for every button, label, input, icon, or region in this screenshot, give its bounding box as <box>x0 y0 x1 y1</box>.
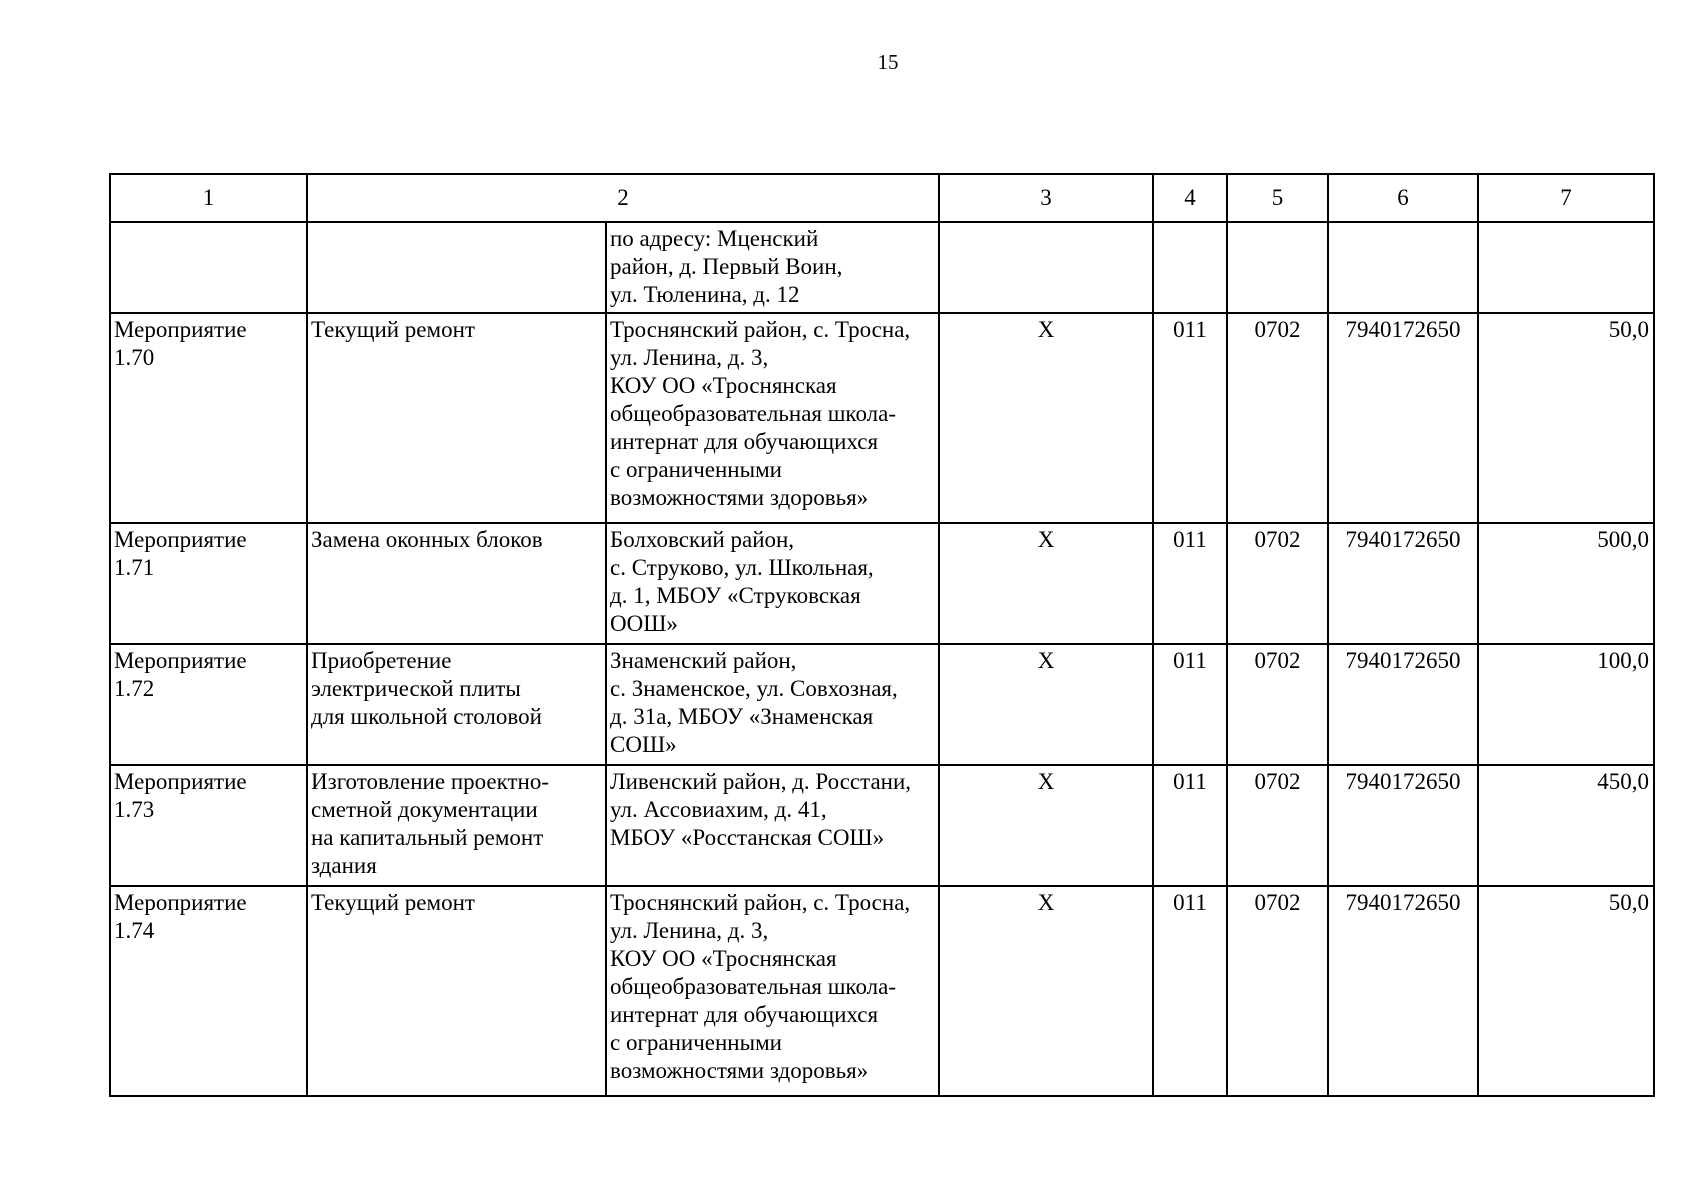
address-cell-line: с. Знаменское, ул. Совхозная, <box>610 676 898 701</box>
page-number: 15 <box>877 50 899 74</box>
measure-cell-line: 1.71 <box>114 555 155 580</box>
address-cell-line: Троснянский район, с. Тросна, <box>610 890 911 915</box>
code2-cell: 0702 <box>1227 886 1328 1096</box>
measure-cell-line: 1.73 <box>114 797 155 822</box>
work-cell-line: Изготовление проектно- <box>311 769 550 794</box>
measure-cell-line: Мероприятие <box>114 769 247 794</box>
column-number-row <box>110 174 1654 222</box>
address-cell-line: КОУ ОО «Троснянская <box>610 946 837 971</box>
measure-cell <box>110 886 307 1096</box>
header-cell-col6: 6 <box>1328 174 1478 222</box>
mark-cell: Х <box>939 886 1153 1096</box>
address-cell-line: ул. Ассовиахим, д. 41, <box>610 797 827 822</box>
code3-cell: 7940172650 <box>1328 765 1478 886</box>
work-cell-line: для школьной столовой <box>311 704 542 729</box>
mark-cell: Х <box>939 765 1153 886</box>
measure-cell-line: 1.70 <box>114 345 155 370</box>
amount-cell: 500,0 <box>1478 523 1654 644</box>
measures-table <box>109 173 1655 1097</box>
measure-cell-line: 1.72 <box>114 676 155 701</box>
address-cell-line: общеобразовательная школа- <box>610 974 896 999</box>
address-cell <box>606 313 939 523</box>
table-row <box>110 765 1654 886</box>
address-cell-line: ул. Ленина, д. 3, <box>610 345 769 370</box>
code3-cell <box>1328 222 1478 313</box>
table-row <box>110 313 1654 523</box>
address-cell-line: возможностями здоровья» <box>610 1058 869 1083</box>
address-cell-line: Ливенский район, д. Росстани, <box>610 769 912 794</box>
amount-cell: 100,0 <box>1478 644 1654 765</box>
work-cell <box>307 313 606 523</box>
code1-cell: 011 <box>1153 765 1227 886</box>
address-cell <box>606 523 939 644</box>
address-cell-line: по адресу: Мценский <box>610 226 819 251</box>
address-cell-line: ул. Ленина, д. 3, <box>610 918 769 943</box>
code2-cell: 0702 <box>1227 644 1328 765</box>
address-cell <box>606 886 939 1096</box>
address-cell-line: КОУ ОО «Троснянская <box>610 373 837 398</box>
address-cell-line: Знаменский район, <box>610 648 797 673</box>
measure-cell-line: Мероприятие <box>114 648 247 673</box>
work-cell-line: сметной документации <box>311 797 538 822</box>
code3-cell: 7940172650 <box>1328 313 1478 523</box>
table-row <box>110 523 1654 644</box>
header-cell-col3: 3 <box>939 174 1153 222</box>
address-cell-line: ул. Тюленина, д. 12 <box>610 282 800 307</box>
header-cell-col1: 1 <box>110 174 307 222</box>
code1-cell: 011 <box>1153 886 1227 1096</box>
address-cell-line: с. Струково, ул. Школьная, <box>610 555 874 580</box>
address-cell-line: с ограниченными <box>610 457 782 482</box>
work-cell <box>307 644 606 765</box>
address-cell-line: интернат для обучающихся <box>610 1002 879 1027</box>
address-cell <box>606 222 939 313</box>
measure-cell-line: Мероприятие <box>114 890 247 915</box>
address-cell-line: с ограниченными <box>610 1030 782 1055</box>
work-cell-line: Замена оконных блоков <box>311 527 543 552</box>
code2-cell: 0702 <box>1227 523 1328 644</box>
code1-cell: 011 <box>1153 313 1227 523</box>
continuation-row <box>110 222 1654 313</box>
work-cell <box>307 222 606 313</box>
amount-cell: 50,0 <box>1478 886 1654 1096</box>
mark-cell: Х <box>939 313 1153 523</box>
measure-cell <box>110 222 307 313</box>
measure-cell <box>110 313 307 523</box>
work-cell <box>307 765 606 886</box>
code3-cell: 7940172650 <box>1328 886 1478 1096</box>
work-cell-line: здания <box>311 853 377 878</box>
code3-cell: 7940172650 <box>1328 523 1478 644</box>
address-cell-line: возможностями здоровья» <box>610 485 869 510</box>
code2-cell: 0702 <box>1227 765 1328 886</box>
code1-cell: 011 <box>1153 523 1227 644</box>
mark-cell <box>939 222 1153 313</box>
header-cell-col4: 4 <box>1153 174 1227 222</box>
code3-cell: 7940172650 <box>1328 644 1478 765</box>
measure-cell <box>110 644 307 765</box>
amount-cell: 50,0 <box>1478 313 1654 523</box>
address-cell-line: Троснянский район, с. Тросна, <box>610 317 911 342</box>
address-cell-line: д. 1, МБОУ «Струковская <box>610 583 861 608</box>
address-cell-line: ООШ» <box>610 611 678 636</box>
work-cell-line: на капитальный ремонт <box>311 825 544 850</box>
measure-cell-line: Мероприятие <box>114 527 247 552</box>
address-cell-line: интернат для обучающихся <box>610 429 879 454</box>
amount-cell: 450,0 <box>1478 765 1654 886</box>
mark-cell: Х <box>939 523 1153 644</box>
measure-cell-line: Мероприятие <box>114 317 247 342</box>
code1-cell <box>1153 222 1227 313</box>
work-cell-line: электрической плиты <box>311 676 521 701</box>
address-cell <box>606 765 939 886</box>
mark-cell: Х <box>939 644 1153 765</box>
header-cell-col2: 2 <box>307 174 939 222</box>
work-cell <box>307 886 606 1096</box>
table-row <box>110 886 1654 1096</box>
amount-cell <box>1478 222 1654 313</box>
work-cell-line: Приобретение <box>311 648 452 673</box>
address-cell-line: д. 31а, МБОУ «Знаменская <box>610 704 874 729</box>
measure-cell-line: 1.74 <box>114 918 155 943</box>
address-cell-line: Болховский район, <box>610 527 795 552</box>
address-cell <box>606 644 939 765</box>
address-cell-line: район, д. Первый Воин, <box>610 254 843 279</box>
address-cell-line: СОШ» <box>610 732 677 757</box>
table-row <box>110 644 1654 765</box>
code2-cell <box>1227 222 1328 313</box>
measure-cell <box>110 523 307 644</box>
measure-cell <box>110 765 307 886</box>
header-cell-col5: 5 <box>1227 174 1328 222</box>
address-cell-line: МБОУ «Росстанская СОШ» <box>610 825 885 850</box>
header-cell-col7: 7 <box>1478 174 1654 222</box>
address-cell-line: общеобразовательная школа- <box>610 401 896 426</box>
work-cell-line: Текущий ремонт <box>311 890 475 915</box>
code1-cell: 011 <box>1153 644 1227 765</box>
work-cell <box>307 523 606 644</box>
code2-cell: 0702 <box>1227 313 1328 523</box>
work-cell-line: Текущий ремонт <box>311 317 475 342</box>
